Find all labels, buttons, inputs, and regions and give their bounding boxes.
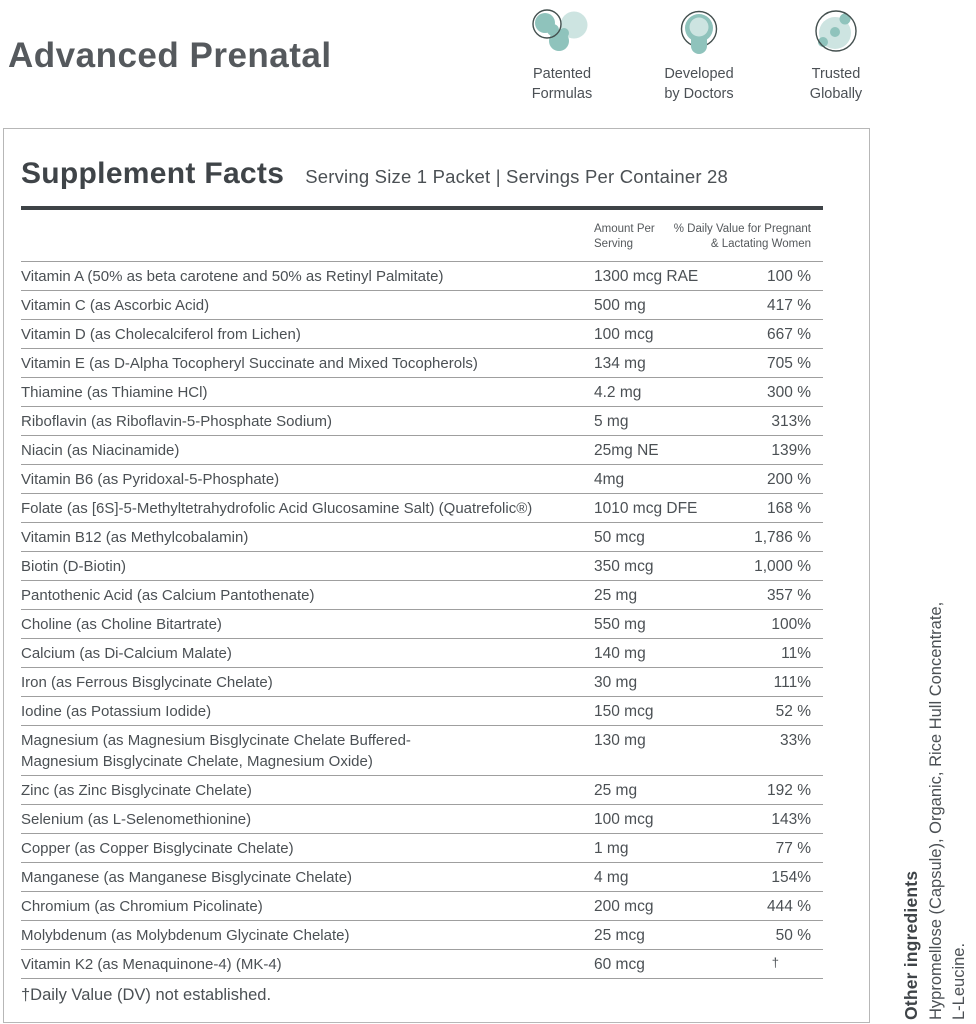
- amount-value: 4 mg: [594, 869, 629, 886]
- table-row: [21, 950, 823, 979]
- table-row: [21, 407, 823, 436]
- amount-value: 134 mg: [594, 355, 646, 372]
- daily-value: 52 %: [775, 703, 811, 720]
- product-title: Advanced Prenatal: [8, 36, 332, 75]
- daily-value: 444 %: [767, 898, 811, 915]
- table-row: [21, 776, 823, 805]
- amount-value: 500 mg: [594, 297, 646, 314]
- ingredient-name: Choline (as Choline Bitartrate): [21, 616, 222, 633]
- trusted-globally-icon: [808, 6, 864, 58]
- amount-value: 100 mcg: [594, 326, 654, 343]
- ingredient-name: Iodine (as Potassium Iodide): [21, 703, 212, 720]
- badge-label: Patented Formulas: [531, 66, 593, 102]
- ingredient-name: Biotin (D-Biotin): [21, 558, 127, 575]
- table-row: [21, 697, 823, 726]
- table-row: [21, 892, 823, 921]
- supplement-facts-panel: [3, 128, 870, 1023]
- daily-value: 1,786 %: [754, 529, 811, 546]
- daily-value: †: [771, 955, 779, 970]
- badge-trusted-globally: [775, 6, 897, 104]
- amount-value: 25 mg: [594, 782, 638, 799]
- amount-value: 350 mcg: [594, 558, 654, 575]
- daily-value: 143%: [771, 811, 811, 828]
- ingredient-name: Selenium (as L-Selenomethionine): [21, 811, 252, 828]
- amount-value: 1300 mcg RAE: [594, 268, 699, 285]
- daily-value: 1,000 %: [754, 558, 811, 575]
- amount-value: 25 mcg: [594, 927, 645, 944]
- table-row: [21, 668, 823, 697]
- ingredient-name: Manganese (as Manganese Bisglycinate Chelate): [21, 869, 353, 886]
- amount-value: 25 mg: [594, 587, 638, 604]
- daily-value: 705 %: [767, 355, 811, 372]
- ingredient-name: Iron (as Ferrous Bisglycinate Chelate): [21, 674, 273, 691]
- ingredient-name: Vitamin C (as Ascorbic Acid): [21, 297, 210, 314]
- daily-value: 100%: [771, 616, 811, 633]
- panel-title: Supplement Facts: [21, 157, 285, 190]
- table-row: [21, 349, 823, 378]
- amount-value: 140 mg: [594, 645, 646, 662]
- daily-value: 33%: [779, 732, 811, 749]
- table-row: [21, 726, 823, 776]
- ingredient-name: Vitamin K2 (as Menaquinone-4) (MK-4): [21, 956, 282, 973]
- ingredient-name: Vitamin E (as D-Alpha Tocopheryl Succinate and Mixed Tocopherols): [21, 355, 478, 372]
- badge-row: [501, 6, 897, 104]
- badge-label: Developed by Doctors: [664, 66, 734, 102]
- ingredient-name: Zinc (as Zinc Bisglycinate Chelate): [21, 782, 252, 799]
- ingredient-name: Vitamin A (50% as beta carotene and 50% as Retinyl Palmitate): [21, 268, 444, 285]
- amount-value: 550 mg: [594, 616, 646, 633]
- other-ingredients-line: Hypromellose (Capsule), Organic, Rice Hull Concentrate,: [927, 601, 945, 1020]
- daily-value: 111%: [773, 674, 811, 691]
- table-row: [21, 552, 823, 581]
- amount-value: 130 mg: [594, 732, 646, 749]
- ingredient-name: Riboflavin (as Riboflavin-5-Phosphate Sodium): [21, 413, 332, 430]
- column-headers: [21, 222, 823, 261]
- amount-value: 4mg: [594, 471, 625, 488]
- daily-value: 300 %: [767, 384, 811, 401]
- table-row: [21, 291, 823, 320]
- ingredient-name: Molybdenum (as Molybdenum Glycinate Chelate): [21, 927, 350, 944]
- badge-label: Trusted Globally: [809, 66, 863, 102]
- table-row: [21, 921, 823, 950]
- amount-value: 1 mg: [594, 840, 629, 857]
- table-row: [21, 320, 823, 349]
- patented-formulas-icon: [530, 6, 594, 58]
- badge-patented-formulas: [501, 6, 623, 104]
- header-rule: [21, 206, 823, 210]
- amount-value: 200 mcg: [594, 898, 654, 915]
- amount-value: 25mg NE: [594, 442, 659, 459]
- developed-by-doctors-icon: [671, 6, 727, 58]
- other-ingredients-line: L-Leucine.: [950, 942, 968, 1020]
- table-row: [21, 378, 823, 407]
- ingredient-name: Folate (as [6S]-5-Methyltetrahydrofolic Acid Glucosamine Salt) (Quatrefolic®): [21, 500, 533, 517]
- table-row: [21, 834, 823, 863]
- ingredient-name: Vitamin D (as Cholecalciferol from Lichen): [21, 326, 301, 343]
- daily-value: 667 %: [767, 326, 811, 343]
- daily-value: 168 %: [767, 500, 811, 517]
- table-row: [21, 262, 823, 291]
- ingredient-name: Thiamine (as Thiamine HCl): [21, 384, 208, 401]
- daily-value: 313%: [771, 413, 811, 430]
- ingredient-name: Vitamin B12 (as Methylcobalamin): [21, 529, 249, 546]
- daily-value: 50 %: [775, 927, 811, 944]
- table-row: [21, 863, 823, 892]
- amount-value: 5 mg: [594, 413, 629, 430]
- badge-developed-by-doctors: [638, 6, 760, 104]
- daily-value: 192 %: [767, 782, 811, 799]
- daily-value: 417 %: [767, 297, 811, 314]
- other-ingredients-heading: Other ingredients: [901, 870, 921, 1020]
- nutrient-table: [21, 261, 823, 979]
- daily-value: 139%: [771, 442, 811, 459]
- amount-value: 100 mcg: [594, 811, 654, 828]
- table-row: [21, 639, 823, 668]
- panel-header: [21, 157, 869, 191]
- daily-value: 77 %: [775, 840, 811, 857]
- daily-value: 100 %: [767, 268, 811, 285]
- table-row: [21, 494, 823, 523]
- table-row: [21, 581, 823, 610]
- other-ingredients-block: [899, 375, 971, 1020]
- table-row: [21, 465, 823, 494]
- amount-value: 30 mg: [594, 674, 638, 691]
- amount-value: 4.2 mg: [594, 384, 642, 401]
- table-row: [21, 523, 823, 552]
- daily-value: 154%: [771, 869, 811, 886]
- amount-value: 1010 mcg DFE: [594, 500, 698, 517]
- daily-value: 357 %: [767, 587, 811, 604]
- daily-value-column-header: % Daily Value for Pregnant & Lactating Women: [673, 223, 811, 250]
- ingredient-name: Chromium (as Chromium Picolinate): [21, 898, 263, 915]
- ingredient-name: Calcium (as Di-Calcium Malate): [21, 645, 232, 662]
- amount-value: 60 mcg: [594, 956, 645, 973]
- daily-value: 200 %: [767, 471, 811, 488]
- table-row: [21, 805, 823, 834]
- table-row: [21, 436, 823, 465]
- ingredient-name: Niacin (as Niacinamide): [21, 442, 180, 459]
- ingredient-name: Magnesium (as Magnesium Bisglycinate Chelate Buffered- Magnesium Bisglycinate Chelate, Magnesium Oxide): [21, 732, 411, 770]
- amount-value: 50 mcg: [594, 529, 645, 546]
- footnote: †Daily Value (DV) not established.: [21, 986, 272, 1004]
- table-row: [21, 610, 823, 639]
- ingredient-name: Pantothenic Acid (as Calcium Pantothenate): [21, 587, 315, 604]
- ingredient-name: Vitamin B6 (as Pyridoxal-5-Phosphate): [21, 471, 280, 488]
- serving-info: Serving Size 1 Packet | Servings Per Container 28: [305, 166, 729, 187]
- amount-column-header: Amount Per Serving: [594, 223, 655, 250]
- amount-value: 150 mcg: [594, 703, 654, 720]
- ingredient-name: Copper (as Copper Bisglycinate Chelate): [21, 840, 294, 857]
- daily-value: 11%: [781, 645, 811, 662]
